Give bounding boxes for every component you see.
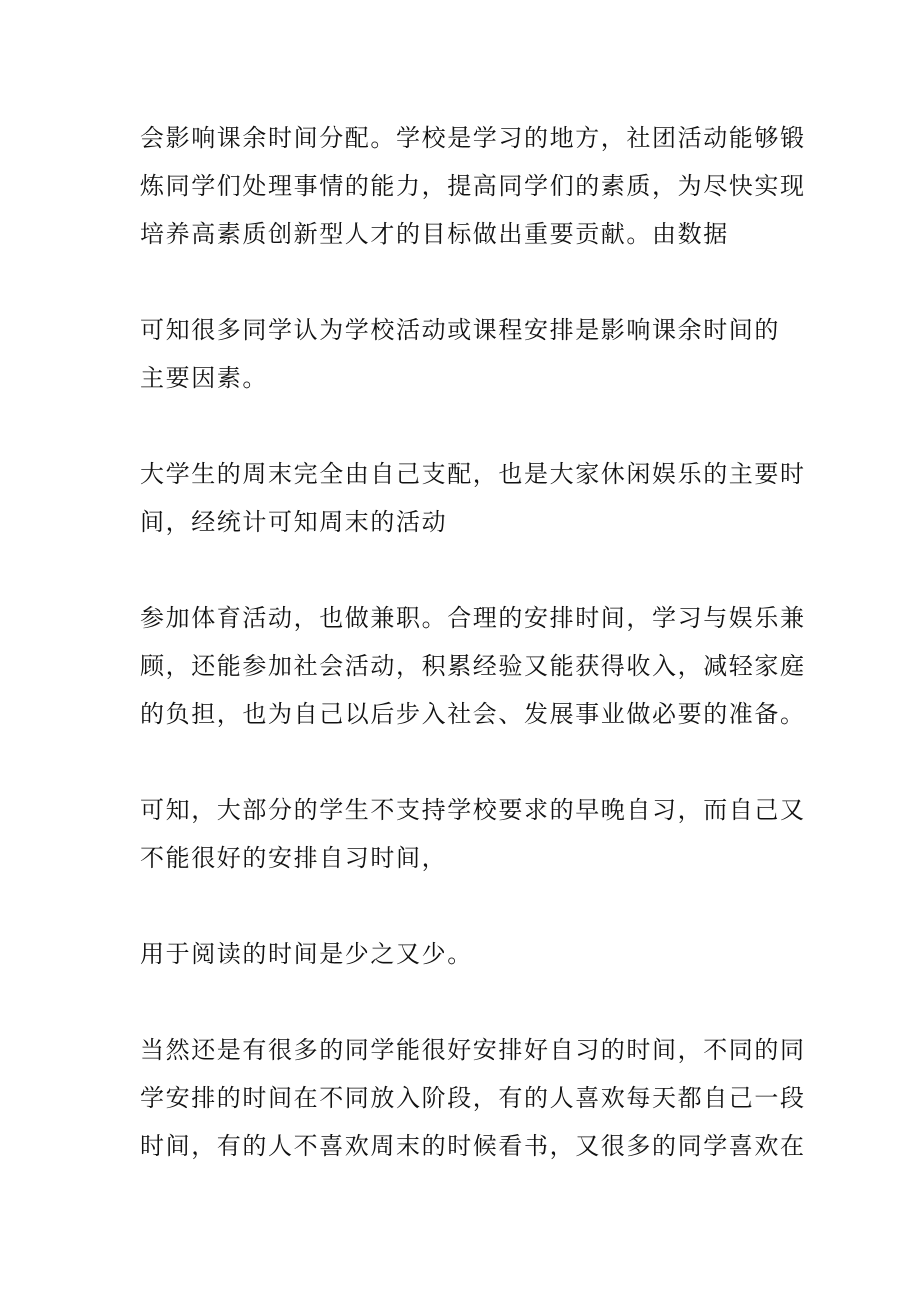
text-line: 可知，大部分的学生不支持学校要求的早晚自习，而自己又 [140,796,806,824]
text-line: 主要因素。 [140,364,268,392]
text-line: 可知很多同学认为学校活动或课程安排是影响课余时间的 [140,316,780,344]
text-line: 参加体育活动，也做兼职。合理的安排时间，学习与娱乐兼 [140,604,806,632]
text-line: 的负担，也为自己以后步入社会、发展事业做必要的准备。 [140,700,806,728]
text-line: 间，经统计可知周末的活动 [140,508,448,536]
text-line: 顾，还能参加社会活动，积累经验又能获得收入，减轻家庭 [140,652,806,680]
paragraph-4 [140,594,806,738]
text-line: 时间，有的人不喜欢周末的时候看书，又很多的同学喜欢在 [140,1132,806,1160]
text-line: 不能很好的安排自习时间， [140,844,448,872]
text-line: 会影响课余时间分配。学校是学习的地方，社团活动能够锻 [140,124,806,152]
text-line: 炼同学们处理事情的能力，提高同学们的素质，为尽快实现 [140,172,806,200]
paragraph-6 [140,930,790,978]
text-line: 培养高素质创新型人才的目标做出重要贡献。由数据 [140,220,729,248]
text-line: 学安排的时间在不同放入阶段，有的人喜欢每天都自己一段 [140,1084,806,1112]
text-line: 用于阅读的时间是少之又少。 [140,940,473,968]
paragraph-7 [140,1026,806,1170]
text-line: 当然还是有很多的同学能很好安排好自习的时间，不同的同 [140,1036,806,1064]
paragraph-3 [140,450,806,546]
paragraph-5 [140,786,806,882]
text-line: 大学生的周末完全由自己支配，也是大家休闲娱乐的主要时 [140,460,806,488]
paragraph-2 [140,306,790,402]
paragraph-1 [140,114,806,258]
